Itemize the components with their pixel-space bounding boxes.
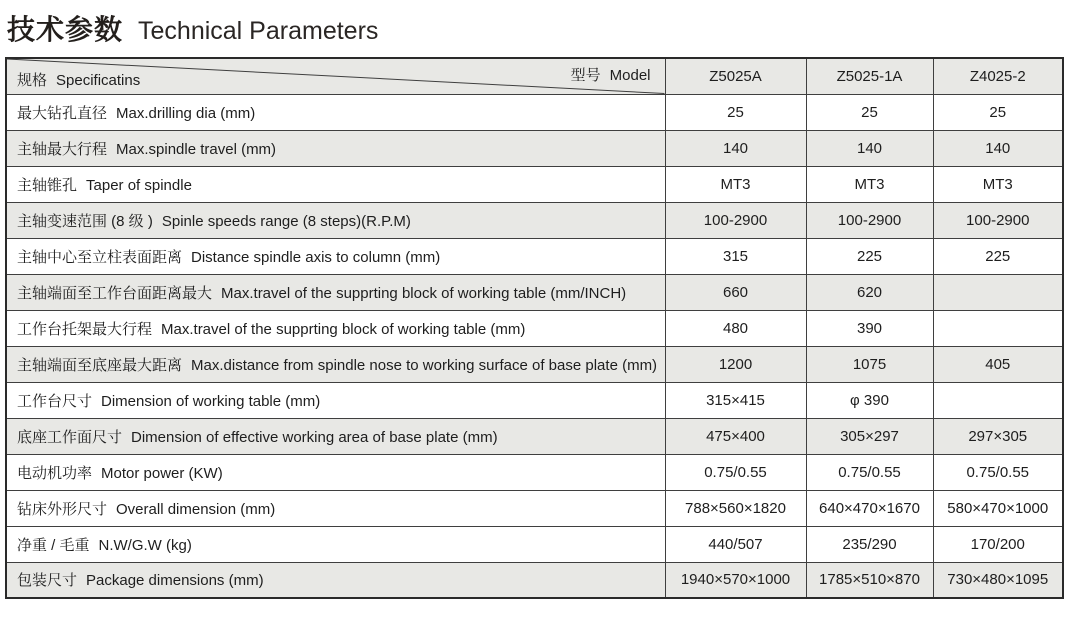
page-title-zh: 技术参数	[7, 14, 124, 45]
table-row	[6, 94, 1063, 130]
cell-value: 25	[933, 94, 1063, 130]
model-column-header: Z5025A	[665, 58, 806, 94]
row-label: 主轴端面至底座最大距离 Max.distance from spindle nose to working surface of base plate (mm)	[6, 346, 665, 382]
cell-value: 580×470×1000	[933, 490, 1063, 526]
page-title-en: Technical Parameters	[138, 17, 379, 45]
cell-value: φ 390	[806, 382, 933, 418]
cell-value: 170/200	[933, 526, 1063, 562]
cell-value: 1785×510×870	[806, 562, 933, 598]
table-row	[6, 490, 1063, 526]
table-row	[6, 526, 1063, 562]
cell-value: 620	[806, 274, 933, 310]
cell-value	[933, 310, 1063, 346]
cell-value: 0.75/0.55	[665, 454, 806, 490]
table-row	[6, 166, 1063, 202]
row-label: 工作台托架最大行程 Max.travel of the supprting block of working table (mm)	[6, 310, 665, 346]
cell-value: 297×305	[933, 418, 1063, 454]
row-label: 主轴最大行程 Max.spindle travel (mm)	[6, 130, 665, 166]
table-row	[6, 238, 1063, 274]
cell-value: 305×297	[806, 418, 933, 454]
cell-value: 140	[665, 130, 806, 166]
cell-value: 405	[933, 346, 1063, 382]
row-label: 最大钻孔直径 Max.drilling dia (mm)	[6, 94, 665, 130]
row-label: 工作台尺寸 Dimension of working table (mm)	[6, 382, 665, 418]
cell-value: 440/507	[665, 526, 806, 562]
cell-value: 235/290	[806, 526, 933, 562]
row-label: 主轴锥孔 Taper of spindle	[6, 166, 665, 202]
cell-value: 660	[665, 274, 806, 310]
cell-value	[933, 382, 1063, 418]
cell-value: 140	[933, 130, 1063, 166]
table-header-row	[6, 58, 1063, 94]
row-label: 净重 / 毛重 N.W/G.W (kg)	[6, 526, 665, 562]
spec-model-header-cell	[6, 58, 665, 94]
table-row	[6, 202, 1063, 238]
cell-value: 25	[806, 94, 933, 130]
cell-value: 480	[665, 310, 806, 346]
row-label: 主轴端面至工作台面距离最大 Max.travel of the supprting block of working table (mm/INCH)	[6, 274, 665, 310]
cell-value: 0.75/0.55	[933, 454, 1063, 490]
table-row	[6, 418, 1063, 454]
technical-parameters-table	[5, 57, 1064, 599]
model-column-header: Z5025-1A	[806, 58, 933, 94]
cell-value: 140	[806, 130, 933, 166]
page-title	[7, 8, 1067, 44]
cell-value: 730×480×1095	[933, 562, 1063, 598]
row-label: 电动机功率 Motor power (KW)	[6, 454, 665, 490]
cell-value	[933, 274, 1063, 310]
cell-value: 25	[665, 94, 806, 130]
cell-value: 225	[933, 238, 1063, 274]
cell-value: 475×400	[665, 418, 806, 454]
table-row	[6, 382, 1063, 418]
table-row	[6, 562, 1063, 598]
spec-header-label: 规格 Specificatins	[17, 71, 141, 89]
cell-value: 1075	[806, 346, 933, 382]
row-label: 底座工作面尺寸 Dimension of effective working area of base plate (mm)	[6, 418, 665, 454]
cell-value: 390	[806, 310, 933, 346]
table-row	[6, 310, 1063, 346]
cell-value: 788×560×1820	[665, 490, 806, 526]
cell-value: 315	[665, 238, 806, 274]
cell-value: MT3	[933, 166, 1063, 202]
table-row	[6, 274, 1063, 310]
model-header-label: 型号 Model	[570, 67, 651, 84]
cell-value: 100-2900	[933, 202, 1063, 238]
cell-value: 0.75/0.55	[806, 454, 933, 490]
model-column-header: Z4025-2	[933, 58, 1063, 94]
cell-value: 640×470×1670	[806, 490, 933, 526]
cell-value: 100-2900	[665, 202, 806, 238]
cell-value: 225	[806, 238, 933, 274]
table-row	[6, 454, 1063, 490]
row-label: 主轴变速范围 (8 级 ) Spinle speeds range (8 steps)(R.P.M)	[6, 202, 665, 238]
table-row	[6, 346, 1063, 382]
cell-value: MT3	[665, 166, 806, 202]
row-label: 包装尺寸 Package dimensions (mm)	[6, 562, 665, 598]
cell-value: 100-2900	[806, 202, 933, 238]
table-row	[6, 130, 1063, 166]
cell-value: 1200	[665, 346, 806, 382]
cell-value: 1940×570×1000	[665, 562, 806, 598]
cell-value: 315×415	[665, 382, 806, 418]
cell-value: MT3	[806, 166, 933, 202]
row-label: 钻床外形尺寸 Overall dimension (mm)	[6, 490, 665, 526]
row-label: 主轴中心至立柱表面距离 Distance spindle axis to column (mm)	[6, 238, 665, 274]
